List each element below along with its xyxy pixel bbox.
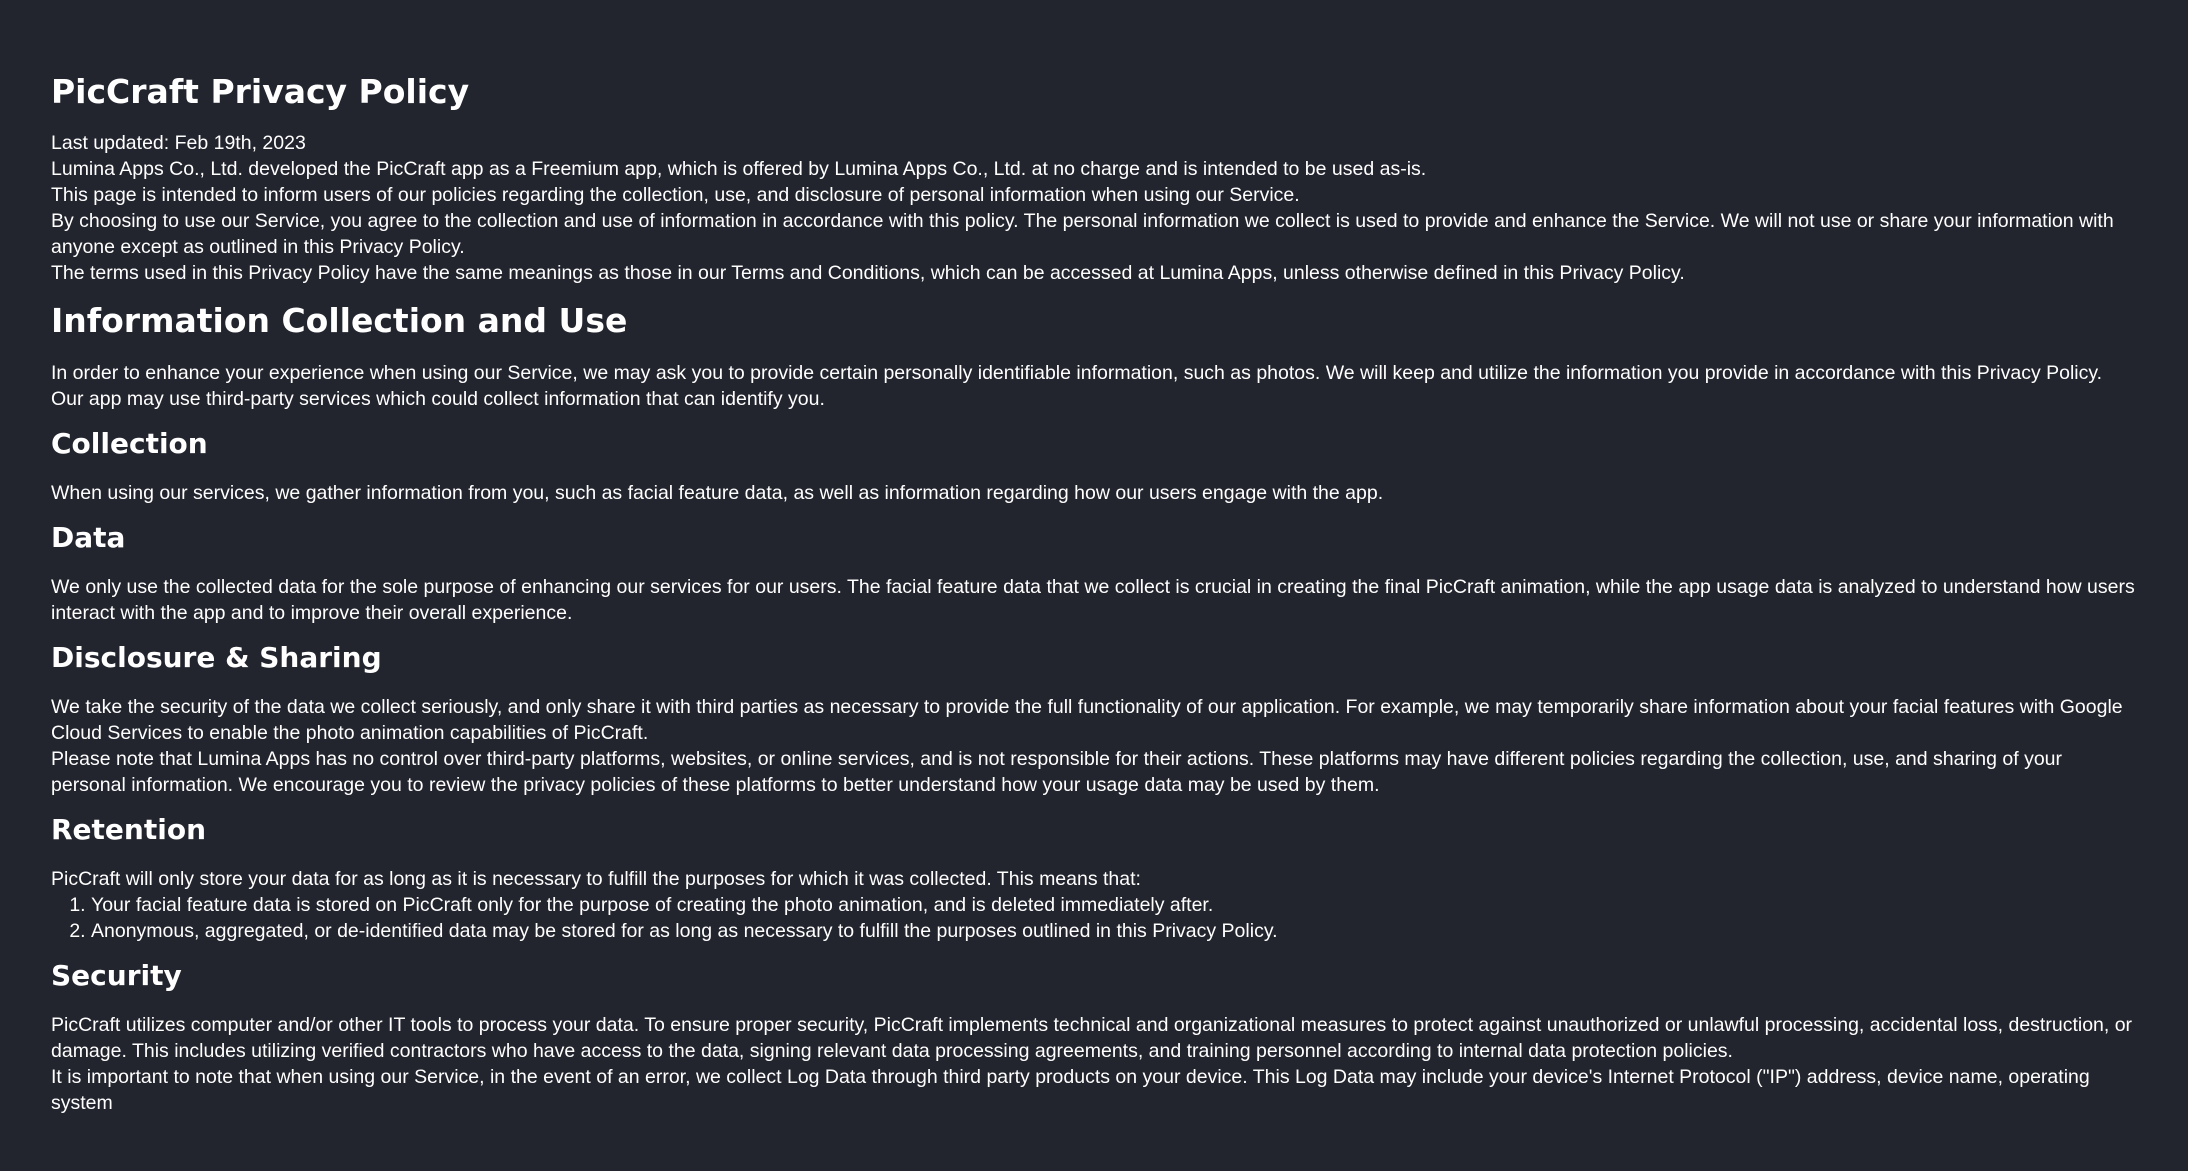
intro-paragraph: Lumina Apps Co., Ltd. developed the PicCraft app as a Freemium app, which is offered by Lumina Apps Co., Ltd. at no charge and is intended to be used as-is.: [51, 158, 1427, 180]
list-item: 2. Anonymous, aggregated, or de-identified data may be stored for as long as necessary to fulfill the purposes outlined in this Privacy Policy.: [91, 918, 2141, 944]
section-heading: Information Collection and Use: [51, 301, 628, 340]
section-paragraph: We take the security of the data we collect seriously, and only share it with third parties as necessary to provide the full functionality of our application. For example, we may temporarily share information about your facial features with Google Cloud Services to enable the photo animation capabilities of PicCraft.: [51, 696, 2123, 744]
subsection-heading: Retention: [51, 813, 207, 846]
collection-section: [51, 424, 2141, 506]
intro-section: [51, 130, 2141, 286]
intro-paragraph: By choosing to use our Service, you agree to the collection and use of information in accordance with this policy. The personal information we collect is used to provide and enhance the Service. We will not use or share your information with anyone except as outlined in this Privacy Policy.: [51, 210, 2114, 258]
privacy-policy-document: [51, 68, 2141, 1116]
retention-list: [51, 892, 2141, 944]
section-paragraph: It is important to note that when using our Service, in the event of an error, we collect Log Data through third party products on your device. This Log Data may include your device's Internet Protocol ("IP") address, device name, operating system: [51, 1066, 2090, 1114]
data-section: [51, 518, 2141, 626]
subsection-heading: Data: [51, 521, 126, 554]
intro-paragraph: This page is intended to inform users of our policies regarding the collection, use, and disclosure of personal information when using our Service.: [51, 184, 1300, 206]
disclosure-section: [51, 638, 2141, 798]
section-paragraph: Our app may use third-party services which could collect information that can identify you.: [51, 388, 825, 410]
subsection-heading: Security: [51, 959, 182, 992]
information-collection-section: [51, 298, 2141, 412]
section-paragraph: We only use the collected data for the sole purpose of enhancing our services for our users. The facial feature data that we collect is crucial in creating the final PicCraft animation, while the app usage data is analyzed to understand how users interact with the app and to improve their overall experience.: [51, 576, 2135, 624]
subsection-heading: Disclosure & Sharing: [51, 641, 382, 674]
last-updated-text: Last updated: Feb 19th, 2023: [51, 132, 306, 154]
security-section: [51, 956, 2141, 1116]
section-paragraph: When using our services, we gather information from you, such as facial feature data, as well as information regarding how our users engage with the app.: [51, 482, 1384, 504]
section-paragraph: PicCraft utilizes computer and/or other IT tools to process your data. To ensure proper security, PicCraft implements technical and organizational measures to protect against unauthorized or unlawful processing, accidental loss, destruction, or damage. This includes utilizing verified contractors who have access to the data, signing relevant data processing agreements, and training personnel according to internal data protection policies.: [51, 1014, 2133, 1062]
intro-paragraph: The terms used in this Privacy Policy have the same meanings as those in our Terms and Conditions, which can be accessed at Lumina Apps, unless otherwise defined in this Privacy Policy.: [51, 262, 1685, 284]
section-paragraph: PicCraft will only store your data for as long as it is necessary to fulfill the purposes for which it was collected. This means that:: [51, 868, 1141, 890]
section-paragraph: Please note that Lumina Apps has no control over third-party platforms, websites, or online services, and is not responsible for their actions. These platforms may have different policies regarding the collection, use, and sharing of your personal information. We encourage you to review the privacy policies of these platforms to better understand how your usage data may be used by them.: [51, 748, 2063, 796]
retention-section: [51, 810, 2141, 944]
section-paragraph: In order to enhance your experience when using our Service, we may ask you to provide certain personally identifiable information, such as photos. We will keep and utilize the information you provide in accordance with this Privacy Policy.: [51, 362, 2103, 384]
page-title: PicCraft Privacy Policy: [51, 72, 470, 111]
subsection-heading: Collection: [51, 427, 208, 460]
list-item: 1. Your facial feature data is stored on PicCraft only for the purpose of creating the photo animation, and is deleted immediately after.: [91, 892, 2141, 918]
